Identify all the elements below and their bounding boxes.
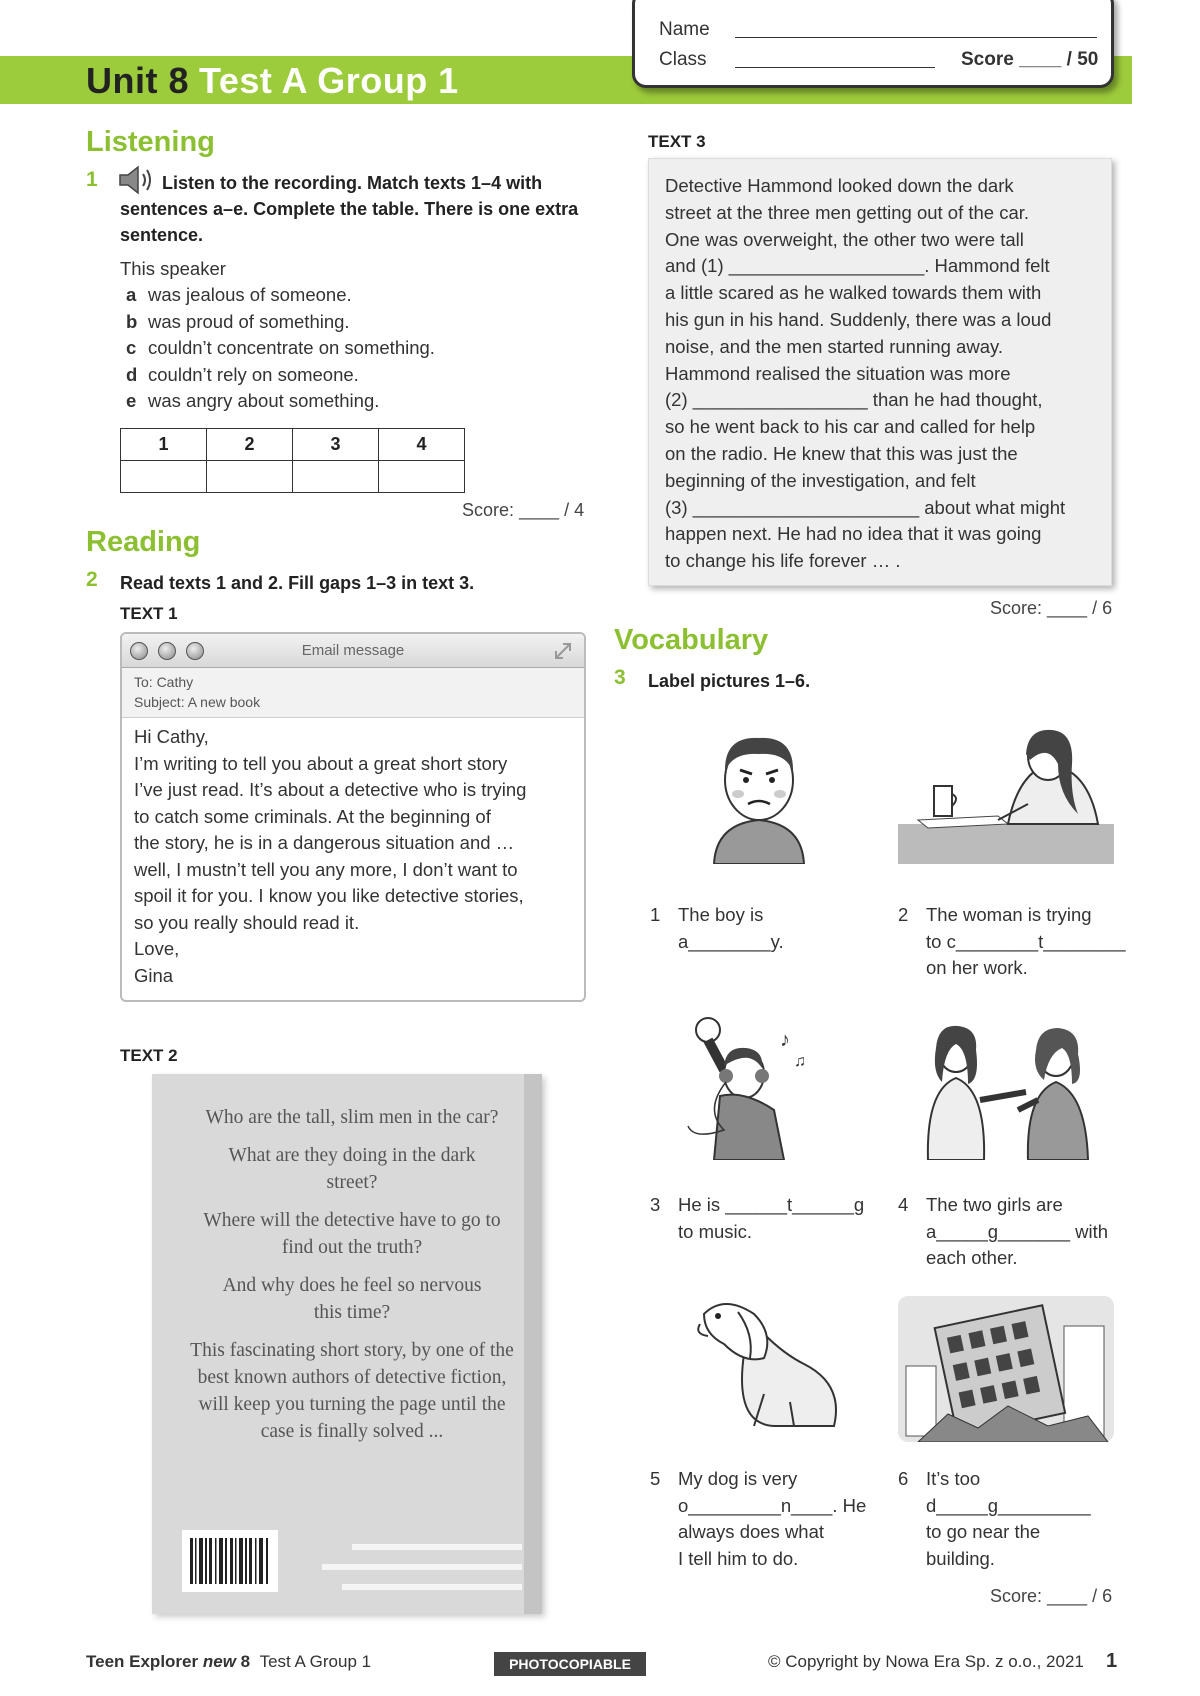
- email-line: Hi Cathy,: [134, 726, 209, 747]
- option-item: [126, 335, 435, 362]
- vocab-item-line: building.: [926, 1547, 995, 1569]
- class-label: Class: [659, 49, 707, 70]
- email-line: to catch some criminals. At the beginning of: [134, 805, 491, 827]
- table-header-cell: 1: [121, 429, 207, 461]
- table-header-cell: 3: [293, 429, 379, 461]
- book-blurb-3: Where will the detective have to go to find out the truth?: [203, 1210, 501, 1258]
- listening-instruction: Listen to the recording. Match texts 1–4 with sentences a–e. Complete the table. There is one extra sentence.: [120, 173, 579, 245]
- answer-cell[interactable]: [379, 461, 465, 493]
- vocab-item-line: to music.: [678, 1220, 753, 1242]
- email-titlebar: [122, 634, 584, 668]
- page-title: Unit 8 Test A Group 1: [86, 60, 459, 101]
- text3-line: (2) _________________ than he had thought,: [665, 389, 1043, 411]
- email-line: I’ve just read. It’s about a detective who is trying: [134, 779, 527, 800]
- decorative-line: [342, 1584, 522, 1590]
- email-window: [120, 632, 586, 1002]
- book-blurb-4: And why does he feel so nervous this time?: [222, 1275, 482, 1323]
- email-line: spoil it for you. I know you like detective stories,: [134, 885, 524, 906]
- vocab-item-line: I tell him to do.: [678, 1547, 799, 1569]
- text3-line: and (1) ___________________. Hammond felt: [665, 255, 1050, 277]
- reading-instruction: Read texts 1 and 2. Fill gaps 1–3 in text 3.: [120, 573, 475, 593]
- vocab-item-number: 6: [898, 1468, 909, 1489]
- text3-line: on the radio. He knew that this was just the: [665, 442, 1018, 464]
- text3-line: happen next. He had no idea that it was going: [665, 523, 1042, 545]
- option-text: was proud of something.: [148, 310, 350, 332]
- vocab-item-number: 3: [650, 1194, 661, 1215]
- text2-label: TEXT 2: [120, 1046, 178, 1065]
- copyright-text: © Copyright by Nowa Era Sp. z o.o., 2021: [768, 1652, 1084, 1671]
- vocabulary-heading: Vocabulary: [614, 624, 769, 656]
- answer-cell[interactable]: [121, 461, 207, 493]
- question-number: 3: [614, 666, 626, 689]
- decorative-line: [352, 1544, 522, 1550]
- text3-line: One was overweight, the other two were tall: [665, 228, 1024, 250]
- vocab-item-number: 5: [650, 1468, 661, 1489]
- page-number: 1: [1106, 1650, 1118, 1672]
- decorative-line: [322, 1564, 522, 1570]
- text3-line: street at the three men getting out of the car.: [665, 201, 1030, 223]
- email-subject: Subject: A new book: [134, 694, 261, 710]
- option-letter: e: [126, 390, 137, 411]
- vocab-item-4: [898, 1192, 1108, 1272]
- book-cover: [152, 1074, 542, 1614]
- vocabulary-score: Score: ____ / 6: [990, 1586, 1113, 1606]
- option-letter: a: [126, 284, 137, 305]
- text3-line: (3) ______________________ about what might: [665, 496, 1066, 518]
- email-to: To: Cathy: [134, 674, 194, 690]
- email-line: I’m writing to tell you about a great short story: [134, 752, 508, 774]
- name-label: Name: [659, 19, 710, 40]
- photocopiable-badge: PHOTOCOPIABLE: [494, 1652, 646, 1676]
- vocab-item-line: The boy is: [678, 904, 764, 925]
- option-text: couldn’t concentrate on something.: [148, 337, 435, 358]
- email-header: [122, 668, 584, 718]
- option-item: [126, 282, 352, 309]
- answer-cell[interactable]: [207, 461, 293, 493]
- option-letter: c: [126, 337, 137, 358]
- angry-boy-picture: [694, 724, 824, 864]
- footer-book-title: Teen Explorer new 8 Test A Group 1: [86, 1652, 372, 1671]
- expand-icon: [552, 640, 574, 662]
- text3-line: Hammond realised the situation was more: [665, 362, 1011, 384]
- obedient-dog-picture: [684, 1294, 844, 1434]
- vocab-item-line: o_________n____. He: [678, 1494, 867, 1516]
- option-text: was angry about something.: [148, 390, 380, 411]
- question-number: 2: [86, 568, 98, 591]
- email-line: so you really should read it.: [134, 911, 360, 933]
- vocab-item-line: He is ______t______g: [678, 1194, 865, 1215]
- boy-listening-music-picture: [684, 1010, 814, 1160]
- question-number: 1: [86, 168, 98, 191]
- option-item: [126, 388, 379, 415]
- dangerous-building-picture: [898, 1296, 1114, 1442]
- book-blurb-5: This fascinating short story, by one of the best known authors of detective fiction, will keep you turning the page until the case is finally solved ...: [190, 1340, 514, 1442]
- vocab-item-line: The two girls are: [926, 1194, 1063, 1215]
- option-text: couldn’t rely on someone.: [148, 363, 359, 385]
- text3-line: noise, and the men started running away.: [665, 335, 1004, 357]
- reading-heading: Reading: [86, 526, 201, 558]
- barcode-image: [182, 1530, 278, 1592]
- vocab-item-line: on her work.: [926, 957, 1028, 978]
- vocab-item-line: a________y.: [678, 930, 784, 952]
- vocab-item-2: [898, 902, 1126, 982]
- vocab-item-line: The woman is trying: [926, 904, 1092, 925]
- option-item: [126, 362, 359, 389]
- email-body: [122, 718, 584, 995]
- name-field[interactable]: [735, 37, 1097, 38]
- reading-score: Score: ____ / 6: [990, 598, 1113, 618]
- vocab-item-line: It’s too: [926, 1468, 981, 1489]
- vocab-item-line: a_____g_______ with: [926, 1220, 1109, 1242]
- text3-line: so he went back to his car and called for help: [665, 416, 1036, 438]
- answer-cell[interactable]: [293, 461, 379, 493]
- vocab-item-number: 4: [898, 1194, 909, 1215]
- book-blurb-1: Who are the tall, slim men in the car?: [205, 1107, 499, 1128]
- table-header-cell: 4: [379, 429, 465, 461]
- option-letter: d: [126, 363, 138, 385]
- vocab-item-5: [650, 1466, 866, 1572]
- svg-text:♪: ♪: [780, 1029, 790, 1051]
- vocab-item-line: My dog is very: [678, 1468, 798, 1489]
- table-header-cell: 2: [207, 429, 293, 461]
- listening-score: Score: ____ / 4: [462, 500, 585, 520]
- book-blurb-2: What are they doing in the dark street?: [228, 1145, 476, 1193]
- name-score-box: [632, 0, 1114, 88]
- text3-line: his gun in his hand. Suddenly, there was a loud: [665, 308, 1052, 330]
- woman-concentrating-picture: [898, 724, 1114, 864]
- vocab-item-1: [650, 902, 784, 955]
- option-text: was jealous of someone.: [148, 284, 352, 305]
- answer-table: [120, 428, 465, 493]
- text3-label: TEXT 3: [648, 132, 706, 151]
- option-item: [126, 309, 350, 336]
- text3-box: [648, 158, 1112, 586]
- email-line: Love,: [134, 938, 180, 959]
- email-window-title: Email message: [301, 642, 405, 659]
- girls-arguing-picture: [898, 1020, 1114, 1160]
- text3-line: beginning of the investigation, and felt: [665, 469, 976, 491]
- option-letter: b: [126, 310, 138, 332]
- vocab-item-line: always does what: [678, 1521, 825, 1542]
- email-line: Gina: [134, 964, 174, 986]
- vocab-item-line: to go near the: [926, 1521, 1041, 1542]
- text3-line: Detective Hammond looked down the dark: [665, 175, 1014, 196]
- vocab-item-line: d_____g_________: [926, 1494, 1091, 1516]
- text1-label: TEXT 1: [120, 604, 178, 623]
- vocabulary-instruction: Label pictures 1–6.: [648, 671, 811, 691]
- svg-text:♫: ♫: [794, 1053, 806, 1070]
- vocab-item-number: 1: [650, 904, 661, 925]
- vocab-item-number: 2: [898, 904, 909, 925]
- email-line: well, I mustn’t tell you any more, I don’t want to: [134, 858, 518, 880]
- vocab-item-6: [898, 1466, 1091, 1572]
- vocab-item-3: [650, 1192, 864, 1245]
- email-line: the story, he is in a dangerous situation and …: [134, 832, 515, 853]
- class-field[interactable]: [735, 67, 935, 68]
- text3-line: to change his life forever … .: [665, 550, 901, 572]
- vocab-item-line: each other.: [926, 1247, 1018, 1268]
- text3-line: a little scared as he walked towards them with: [665, 282, 1042, 304]
- listening-heading: Listening: [86, 126, 215, 158]
- text3-body: [649, 159, 1111, 589]
- speaker-intro: This speaker: [120, 258, 226, 279]
- vocab-item-line: to c________t________: [926, 930, 1126, 952]
- total-score: Score ____ / 50: [961, 49, 1099, 70]
